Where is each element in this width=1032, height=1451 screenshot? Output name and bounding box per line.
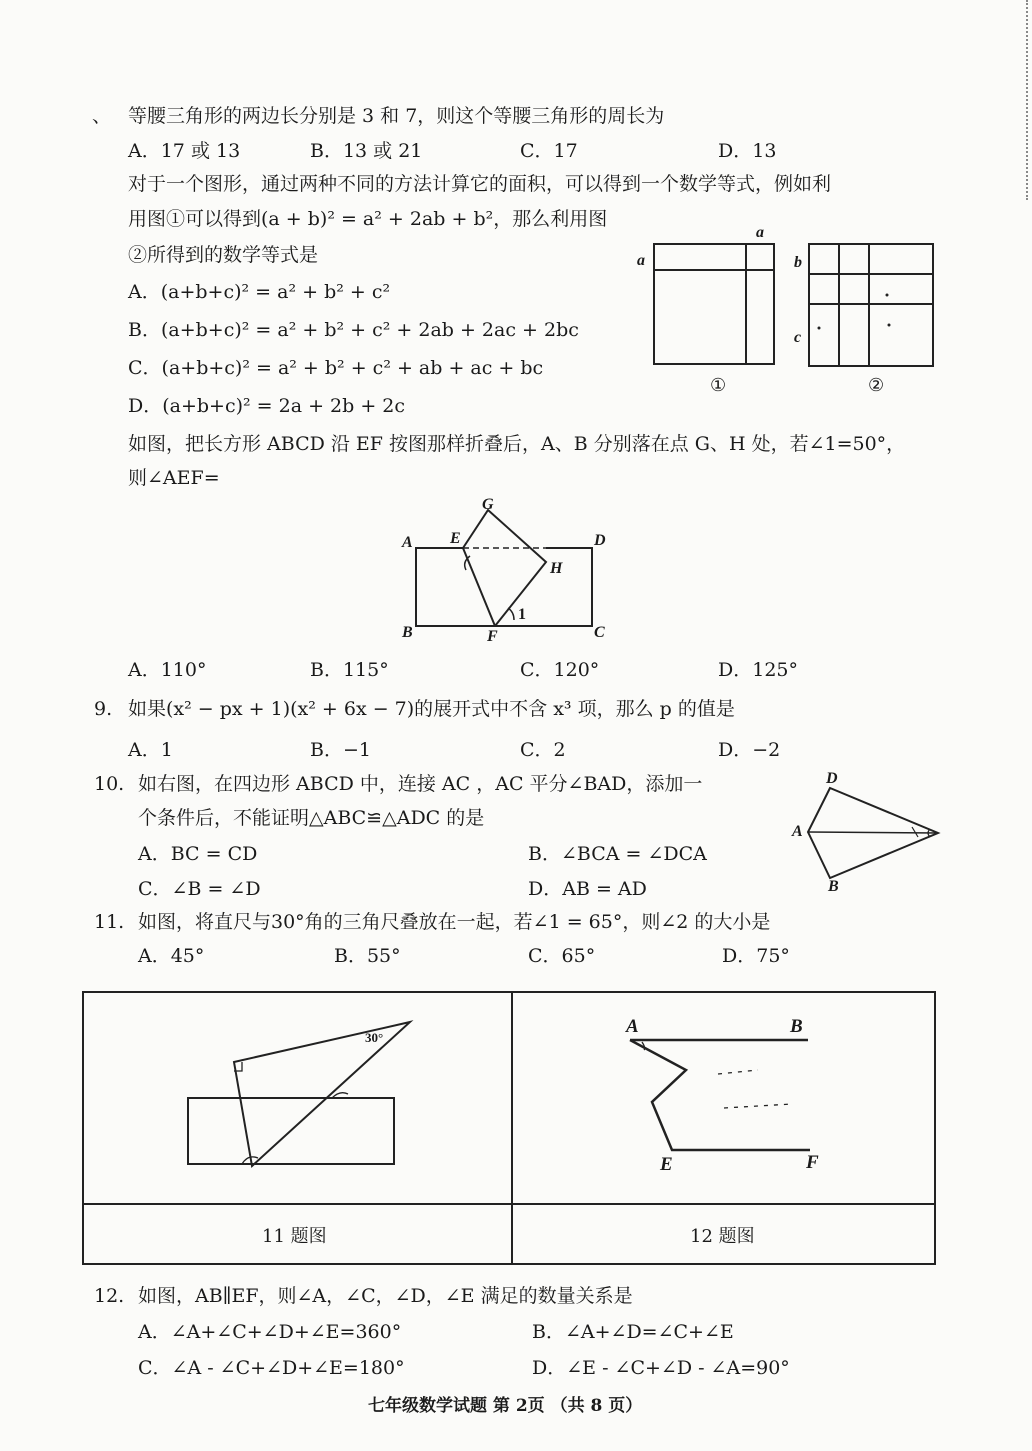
q8-option-b: B．(a+b+c)² = a² + b² + c² + 2ab + 2ac + 2bc: [128, 319, 579, 341]
q10-line1: 如右图，在四边形 ABCD 中，连接 AC ，AC 平分∠BAD，添加一: [138, 773, 703, 795]
q-fold-option-b: B．115°: [310, 659, 389, 681]
q7-option-c: C．17: [520, 140, 578, 162]
q12-stem: 如图，AB∥EF，则∠A，∠C，∠D，∠E 满足的数量关系是: [138, 1285, 633, 1307]
q9-option-a: A．1: [128, 739, 173, 761]
q10-point-a: A: [792, 823, 803, 840]
q11-angle-30-label: 30°: [365, 1030, 384, 1045]
q7-option-a: A．17 或 13: [128, 140, 241, 162]
q7-stem: 等腰三角形的两边长分别是 3 和 7，则这个等腰三角形的周长为: [128, 105, 665, 127]
q12-option-a: A．∠A+∠C+∠D+∠E=360°: [138, 1321, 402, 1343]
figures-table: [82, 990, 938, 1266]
quadrilateral-abcd-figure: [800, 775, 950, 890]
q-fold-option-a: A．110°: [128, 659, 207, 681]
q7-option-b: B．13 或 21: [310, 140, 423, 162]
fold-point-c: C: [594, 624, 605, 641]
q11-option-c: C．65°: [528, 945, 596, 967]
fold-rectangle-figure: [400, 490, 620, 650]
figure-1-square: [650, 240, 780, 370]
q7-number: 、: [92, 105, 112, 127]
q9-stem: 如果(x² − px + 1)(x² + 6x − 7)的展开式中不含 x³ 项，那么 p 的值是: [128, 698, 735, 720]
q12-option-b: B．∠A+∠D=∠C+∠E: [532, 1321, 734, 1343]
q12-point-a: A: [626, 1016, 639, 1037]
page-footer: 七年级数学试题 第 2页 （共 8 页）: [368, 1396, 643, 1416]
q9-option-d: D．−2: [718, 739, 781, 761]
fig2-caption: ②: [868, 375, 885, 396]
fold-point-h: H: [550, 560, 563, 577]
fig1-caption: ①: [710, 375, 727, 396]
q10-point-d: D: [826, 770, 838, 787]
q-fold-option-d: D．125°: [718, 659, 798, 681]
q10-option-d: D．AB = AD: [528, 878, 647, 900]
q10-option-a: A．BC = CD: [138, 843, 258, 865]
q12-point-b: B: [790, 1016, 803, 1037]
fold-point-b: B: [402, 624, 413, 641]
q12-number: 12.: [94, 1285, 125, 1307]
q10-number: 10.: [94, 773, 125, 795]
q12-option-d: D．∠E - ∠C+∠D - ∠A=90°: [532, 1357, 790, 1379]
q9-option-b: B．−1: [310, 739, 371, 761]
fig1-top-a-label: a: [756, 224, 764, 241]
fold-point-f: F: [487, 628, 498, 645]
q8-option-c: C．(a+b+c)² = a² + b² + c² + ab + ac + bc: [128, 357, 544, 379]
fig2-left-b-label: b: [794, 254, 802, 271]
fold-point-e: E: [450, 530, 461, 547]
fold-point-g: G: [482, 496, 494, 513]
q8-option-a: A．(a+b+c)² = a² + b² + c²: [128, 281, 391, 303]
q11-figure-caption: 11 题图: [262, 1226, 327, 1247]
q11-stem: 如图，将直尺与30°角的三角尺叠放在一起，若∠1 = 65°，则∠2 的大小是: [138, 911, 771, 933]
q7-option-d: D．13: [718, 140, 777, 162]
q12-figure-caption: 12 题图: [690, 1226, 755, 1247]
q8-option-d: D．(a+b+c)² = 2a + 2b + 2c: [128, 395, 406, 417]
fold-point-a: A: [402, 534, 413, 551]
q9-number: 9.: [94, 698, 113, 720]
binding-edge-dots: [1024, 0, 1028, 200]
q8-line1: 对于一个图形，通过两种不同的方法计算它的面积，可以得到一个数学等式，例如利: [128, 173, 832, 195]
q11-number: 11.: [94, 911, 125, 933]
q-fold-line2: 则∠AEF=: [128, 467, 220, 489]
fig2-left-c-label: c: [794, 329, 802, 346]
q12-option-c: C．∠A - ∠C+∠D+∠E=180°: [138, 1357, 405, 1379]
fold-point-d: D: [594, 532, 606, 549]
q11-option-a: A．45°: [138, 945, 205, 967]
q12-point-e: E: [660, 1154, 673, 1175]
figure-2-square: [805, 240, 935, 370]
q10-point-b: B: [828, 878, 839, 895]
q9-option-c: C．2: [520, 739, 566, 761]
q-fold-option-c: C．120°: [520, 659, 600, 681]
fig1-left-a-label: a: [637, 252, 645, 269]
q11-option-d: D．75°: [722, 945, 790, 967]
q8-line2: 用图①可以得到(a + b)² = a² + 2ab + b²，那么利用图: [128, 208, 608, 230]
q10-line2: 个条件后，不能证明△ABC≌△ADC 的是: [138, 807, 485, 829]
q8-line3: ②所得到的数学等式是: [128, 244, 319, 266]
q11-option-b: B．55°: [334, 945, 401, 967]
q12-point-f: F: [806, 1152, 819, 1173]
q10-option-b: B．∠BCA = ∠DCA: [528, 843, 707, 865]
q-fold-line1: 如图，把长方形 ABCD 沿 EF 按图那样折叠后，A、B 分别落在点 G、H 处，若∠1=50°，: [128, 433, 906, 455]
q10-option-c: C．∠B = ∠D: [138, 878, 261, 900]
fold-angle-1-label: 1: [518, 606, 526, 623]
